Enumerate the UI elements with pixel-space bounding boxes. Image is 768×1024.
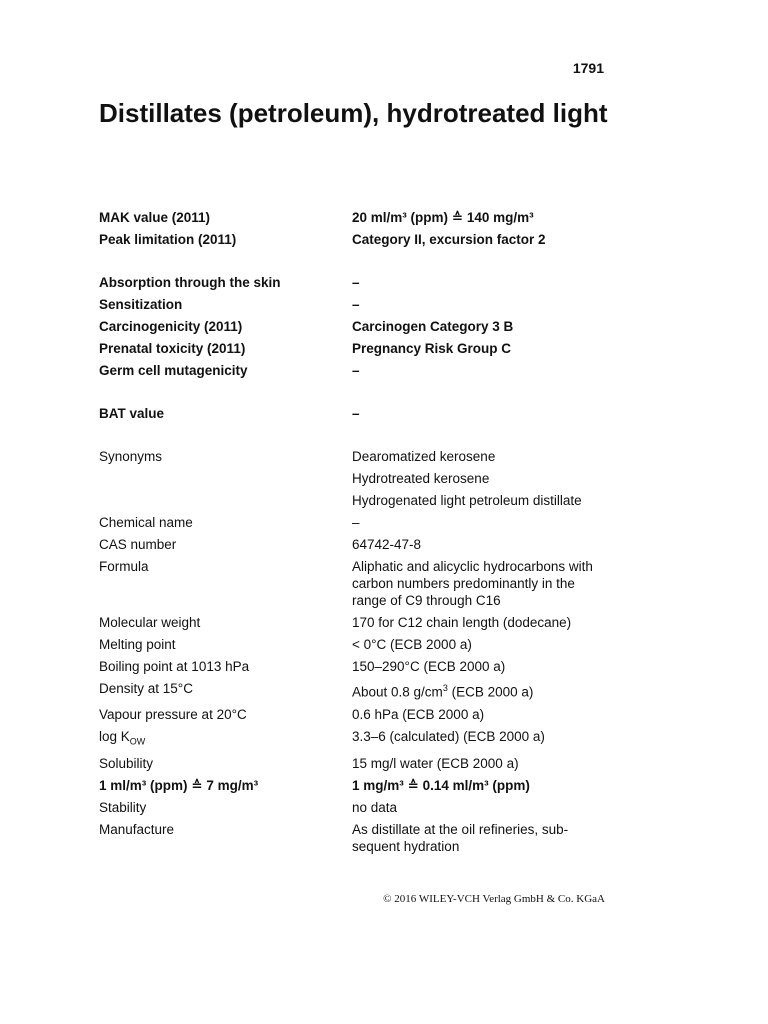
manufacture-line: As distillate at the oil refineries, sub-	[352, 822, 569, 838]
row-peak-limitation	[99, 231, 619, 248]
synonyms-value	[352, 448, 619, 509]
manufacture-value	[352, 821, 619, 855]
row-log-kow	[99, 728, 619, 751]
absorption-value: –	[352, 275, 360, 290]
molecular-weight-label: Molecular weight	[99, 615, 201, 630]
cas-number-label: CAS number	[99, 537, 177, 552]
conversion-value: 1 mg/m³ ≙ 0.14 ml/m³ (ppm)	[352, 778, 530, 794]
synonyms-label: Synonyms	[99, 449, 163, 464]
manufacture-label: Manufacture	[99, 822, 175, 838]
manufacture-line: sequent hydration	[352, 839, 460, 855]
mak-value-label: MAK value (2011)	[99, 210, 211, 225]
bat-value-label: BAT value	[99, 406, 165, 421]
formula-line: Aliphatic and alicyclic hydrocarbons with	[352, 559, 593, 574]
absorption-label: Absorption through the skin	[99, 275, 281, 290]
page-number: 1791	[572, 60, 604, 76]
row-germ-cell	[99, 362, 619, 379]
density-value-source: (ECB 2000 a)	[447, 684, 534, 700]
formula-line: range of C9 through C16	[352, 593, 501, 608]
row-molecular-weight	[99, 614, 619, 631]
conversion-label: 1 ml/m³ (ppm) ≙ 7 mg/m³	[99, 778, 259, 794]
row-conversion	[99, 777, 619, 794]
row-formula	[99, 558, 619, 609]
row-bat-value	[99, 405, 619, 422]
row-manufacture	[99, 821, 619, 855]
boiling-point-value: 150–290°C (ECB 2000 a)	[352, 659, 506, 674]
log-kow-label	[99, 728, 352, 751]
log-kow-label-subscript: OW	[129, 736, 146, 747]
boiling-point-label: Boiling point at 1013 hPa	[99, 659, 250, 674]
row-solubility	[99, 755, 619, 772]
prenatal-toxicity-label: Prenatal toxicity (2011)	[99, 341, 246, 356]
prenatal-toxicity-value: Pregnancy Risk Group C	[352, 341, 512, 356]
row-mak-value	[99, 209, 619, 226]
synonym-item: Dearomatized kerosene	[352, 449, 496, 464]
bat-value-value: –	[352, 406, 360, 421]
peak-limitation-value: Category II, excursion factor 2	[352, 232, 546, 247]
density-label: Density at 15°C	[99, 681, 193, 696]
molecular-weight-value: 170 for C12 chain length (dodecane)	[352, 615, 572, 630]
row-absorption	[99, 274, 619, 291]
row-stability	[99, 799, 619, 816]
formula-label: Formula	[99, 559, 149, 574]
row-vapour-pressure	[99, 706, 619, 723]
sensitization-value: –	[352, 297, 360, 312]
vapour-pressure-label: Vapour pressure at 20°C	[99, 706, 247, 722]
chemical-name-label: Chemical name	[99, 515, 193, 530]
row-density	[99, 680, 619, 701]
row-synonyms	[99, 448, 619, 509]
formula-line: carbon numbers predominantly in the	[352, 576, 575, 591]
synonym-item: Hydrotreated kerosene	[352, 471, 490, 486]
row-chemical-name	[99, 514, 619, 531]
carcinogenicity-label: Carcinogenicity (2011)	[99, 319, 243, 334]
stability-label: Stability	[99, 800, 147, 816]
stability-value: no data	[352, 800, 398, 816]
peak-limitation-label: Peak limitation (2011)	[99, 232, 237, 247]
property-table	[99, 209, 619, 860]
solubility-value: 15 mg/l water (ECB 2000 a)	[352, 756, 519, 772]
row-cas-number	[99, 536, 619, 553]
row-prenatal-toxicity	[99, 340, 619, 357]
synonym-item: Hydrogenated light petroleum distillate	[352, 493, 582, 508]
density-value-exponent: 3	[442, 683, 448, 693]
melting-point-value: < 0°C (ECB 2000 a)	[352, 637, 472, 652]
cas-number-value: 64742-47-8	[352, 537, 422, 552]
log-kow-label-main: log K	[99, 728, 130, 744]
carcinogenicity-value: Carcinogen Category 3 B	[352, 319, 514, 334]
page-title: Distillates (petroleum), hydrotreated light	[99, 98, 608, 128]
row-boiling-point	[99, 658, 619, 675]
density-value-main: About 0.8 g/cm	[352, 684, 443, 700]
log-kow-value: 3.3–6 (calculated) (ECB 2000 a)	[352, 728, 545, 744]
solubility-label: Solubility	[99, 756, 154, 772]
chemical-name-value: –	[352, 515, 360, 530]
vapour-pressure-value: 0.6 hPa (ECB 2000 a)	[352, 706, 485, 722]
row-melting-point	[99, 636, 619, 653]
row-carcinogenicity	[99, 318, 619, 335]
germ-cell-label: Germ cell mutagenicity	[99, 363, 248, 378]
melting-point-label: Melting point	[99, 637, 176, 652]
formula-value	[352, 558, 619, 609]
copyright-footer: © 2016 WILEY-VCH Verlag GmbH & Co. KGaA	[383, 893, 605, 905]
germ-cell-value: –	[352, 363, 360, 378]
mak-value-value: 20 ml/m³ (ppm) ≙ 140 mg/m³	[352, 210, 534, 225]
sensitization-label: Sensitization	[99, 297, 183, 312]
row-sensitization	[99, 296, 619, 313]
density-value	[352, 680, 619, 701]
